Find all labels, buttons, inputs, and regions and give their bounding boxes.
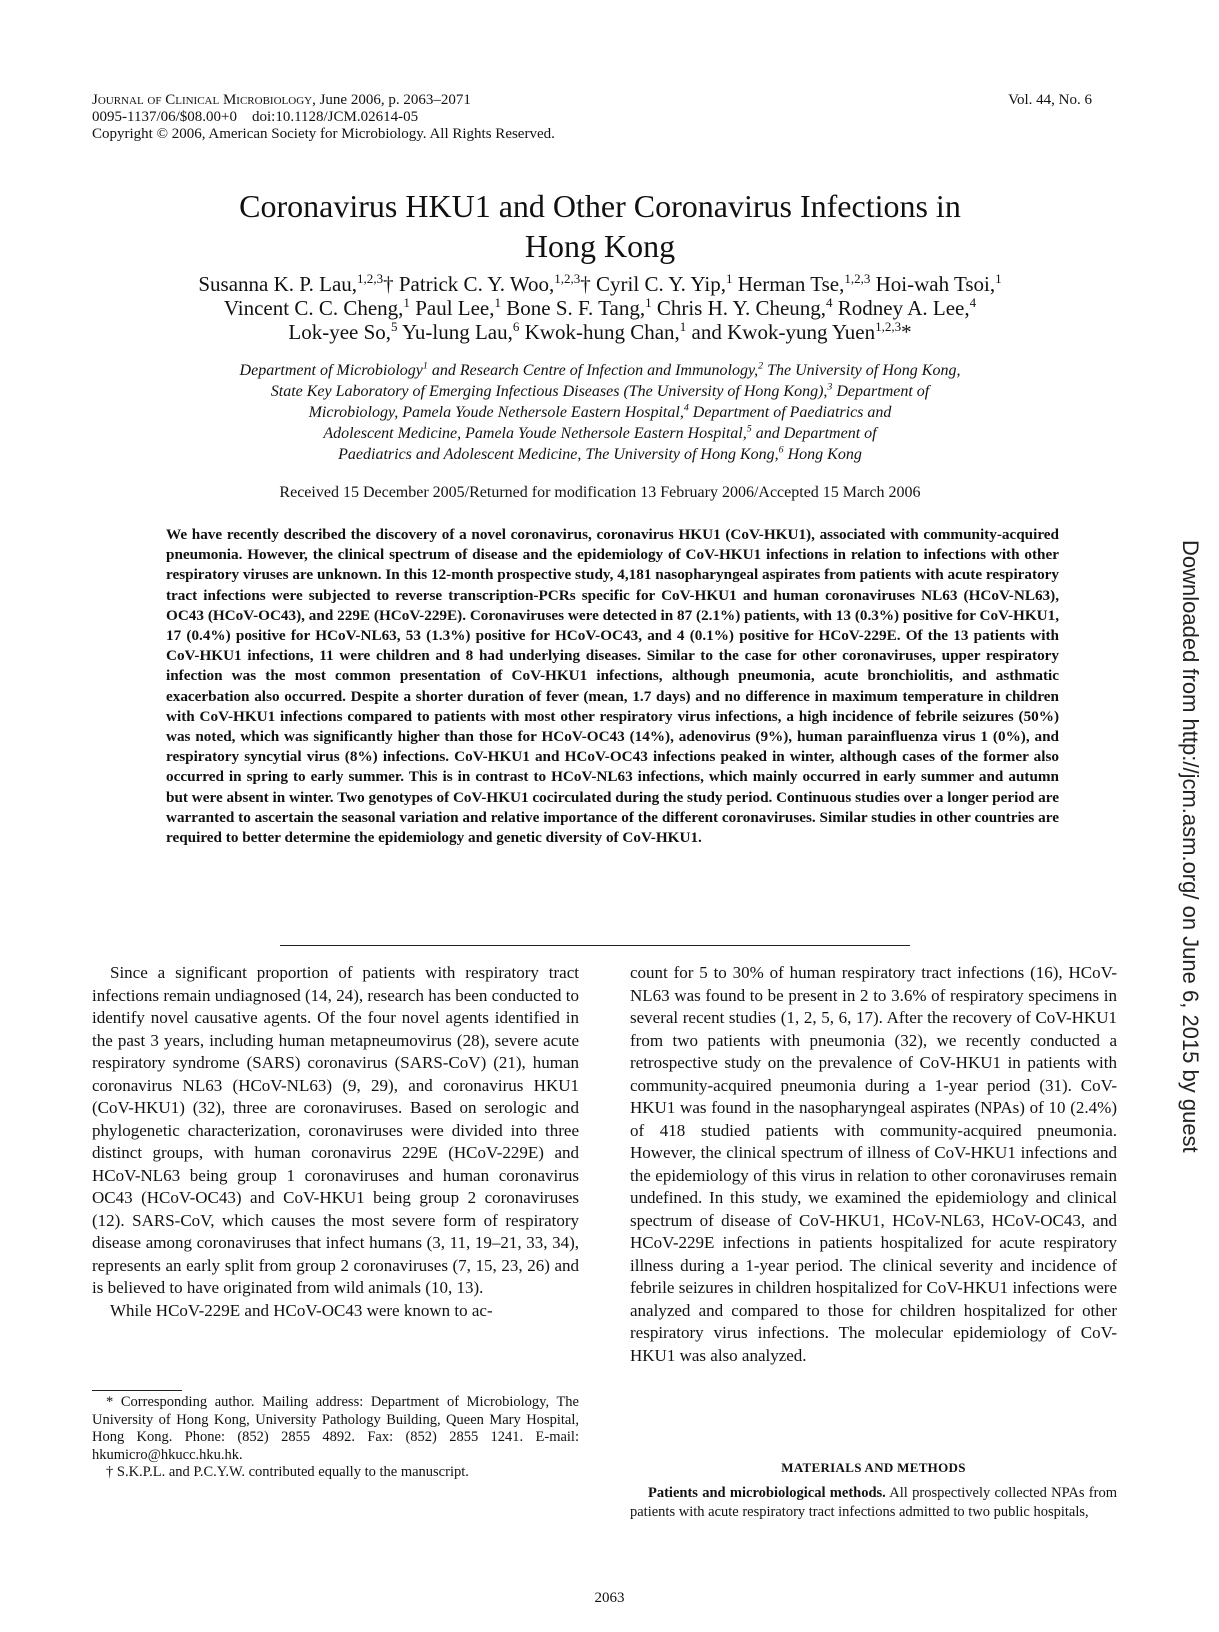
author-line: [100, 296, 1100, 320]
journal-name: Journal of Clinical Microbiology: [92, 92, 313, 108]
article-title: [120, 186, 1080, 266]
affiliation-text: Department of: [832, 383, 930, 400]
affiliation-line: [140, 444, 1060, 465]
affiliation-text: Hong Kong: [783, 446, 862, 463]
author-name: Yu-lung Lau,: [402, 320, 513, 344]
affiliation-text: Department of Microbiology: [239, 362, 423, 379]
body-paragraph: Since a significant proportion of patients with respiratory tract infections remain undiagnosed (14, 24), research has been conducted to identify novel causative agents. Of the four novel agents identified in the past 3 years, including human metapneumovirus (28), severe acute respiratory syndrome (SARS) coronavirus (SARS-CoV) (21), human coronavirus NL63 (HCoV-NL63) (9, 29), and coronavirus HKU1 (CoV-HKU1) (32), three are coronaviruses. Based on serologic and phylogenetic characterization, coronaviruses were divided into three distinct groups, with human coronavirus 229E (HCoV-229E) and HCoV-NL63 being group 1 coronaviruses and human coronavirus OC43 (HCoV-OC43) and CoV-HKU1 being group 2 coronaviruses (12). SARS-CoV, which causes the most severe form of respiratory disease among coronaviruses that infect humans (3, 11, 19–21, 33, 34), represents an early split from group 2 coronaviruses (7, 15, 23, 26) and is believed to have originated from wild animals (10, 13).: [92, 963, 579, 1297]
body-column-right: [630, 962, 1117, 1367]
affiliation-line: [140, 423, 1060, 444]
author-affil: 4: [826, 295, 833, 310]
author-line: [100, 272, 1100, 296]
author-mark: *: [901, 320, 912, 344]
section-heading: MATERIALS AND METHODS: [781, 1460, 966, 1475]
journal-citation-line: [92, 92, 555, 109]
author-affil: 5: [391, 319, 398, 334]
methods-paragraph: [630, 1484, 1117, 1521]
download-watermark: Downloaded from http://jcm.asm.org/ on June 6, 2015 by guest: [1178, 540, 1203, 1153]
affiliation-line: [140, 381, 1060, 402]
abstract-divider: [280, 945, 910, 946]
title-line-2: Hong Kong: [524, 228, 676, 264]
affil-number: 5: [746, 423, 752, 435]
author-name: Cyril C. Y. Yip,: [596, 272, 726, 296]
affil-number: 1: [422, 360, 428, 372]
author-affil: 1: [995, 271, 1002, 286]
author-name: Vincent C. C. Cheng,: [223, 296, 404, 320]
methods-text: All prospectively collected NPAs from patients with acute respiratory tract infections admitted to two public hospitals,: [630, 1485, 1117, 1520]
affiliations: [140, 360, 1060, 465]
affiliation-line: [140, 402, 1060, 423]
affiliation-text: and Research Centre of Infection and Immunology,: [427, 362, 759, 379]
author-name: Kwok-hung Chan,: [524, 320, 680, 344]
body-paragraph: count for 5 to 30% of human respiratory tract infections (16), HCoV-NL63 was found to be present in 2 to 3.6% of respiratory specimens in several recent studies (1, 2, 5, 6, 17). After the recovery of CoV-HKU1 from two patients with pneumonia (32), we recently conducted a retrospective study on the prevalence of CoV-HKU1 in patients with community-acquired pneumonia during a 1-year period (31). CoV-HKU1 was found in the nasopharyngeal aspirates (NPAs) of 10 (2.4%) of 418 studied patients with community-acquired pneumonia. However, the clinical spectrum of illness of CoV-HKU1 infections and the epidemiology of this virus in relation to other coronaviruses remain undefined. In this study, we examined the epidemiology and clinical spectrum of disease of CoV-HKU1, HCoV-NL63, HCoV-OC43, and HCoV-229E infections in patients hospitalized for acute respiratory illness during a 1-year period. The clinical severity and incidence of febrile seizures in children hospitalized for CoV-HKU1 infections were analyzed and compared to those for children hospitalized for other respiratory virus infections. The molecular epidemiology of CoV-HKU1 was also analyzed.: [630, 963, 1117, 1365]
author-affil: 1: [645, 295, 652, 310]
abstract: We have recently described the discovery of a novel coronavirus, coronavirus HKU1 (CoV-HKU1), associated with community-acquired pneumonia. However, the clinical spectrum of disease and the epidemiology of CoV-HKU1 infections in relation to infections with other respiratory viruses are unknown. In this 12-month prospective study, 4,181 nasopharyngeal aspirates from patients with acute respiratory tract infections were subjected to reverse transcription-PCRs specific for CoV-HKU1 and human coronaviruses NL63 (HCoV-NL63), OC43 (HCoV-OC43), and 229E (HCoV-229E). Coronaviruses were detected in 87 (2.1%) patients, with 13 (0.3%) positive for CoV-HKU1, 17 (0.4%) positive for HCoV-NL63, 53 (1.3%) positive for HCoV-OC43, and 4 (0.1%) positive for HCoV-229E. Of the 13 patients with CoV-HKU1 infections, 11 were children and 8 had underlying diseases. Similar to the case for other coronaviruses, upper respiratory infection was the most common presentation of CoV-HKU1 infections, although pneumonia, acute bronchiolitis, and asthmatic exacerbation also occurred. Despite a shorter duration of fever (mean, 1.7 days) and no difference in maximum temperature in children with CoV-HKU1 infections compared to patients with most other respiratory virus infections, a high incidence of febrile seizures (50%) was noted, which was significantly higher than those for HCoV-OC43 (14%), adenovirus (9%), human parainfluenza virus 1 (0%), and respiratory syncytial virus (8%) infections. CoV-HKU1 and HCoV-OC43 infections peaked in winter, although cases of the former also occurred in spring to early summer. This is in contrast to HCoV-NL63 infections, which mainly occurred in early summer and autumn but were absent in winter. Two genotypes of CoV-HKU1 cocirculated during the study period. Continuous studies over a longer period are warranted to ascertain the seasonal variation and relative importance of the different coronaviruses. Similar studies in other countries are required to better determine the epidemiology and genetic diversity of CoV-HKU1.: [166, 526, 1059, 847]
author-affil: 1: [679, 319, 687, 334]
author-affil: 4: [969, 295, 977, 310]
title-line-1: Coronavirus HKU1 and Other Coronavirus Infections in: [239, 188, 961, 224]
methods-subheading: Patients and microbiological methods.: [648, 1485, 886, 1501]
author-line: [100, 320, 1100, 344]
author-mark: †: [580, 272, 597, 296]
author-name: and Kwok-yung Yuen: [691, 320, 876, 344]
issn-doi: 0095-1137/06/$08.00+0 doi:10.1128/JCM.02614-05: [92, 109, 419, 125]
volume-issue: Vol. 44, No. 6: [1008, 92, 1092, 108]
affil-number: 6: [778, 444, 784, 456]
author-mark: †: [383, 272, 399, 296]
affiliation-text: Microbiology, Pamela Youde Nethersole Eastern Hospital,: [308, 404, 684, 421]
author-affil: 1: [494, 295, 502, 310]
affiliation-text: Department of Paediatrics and: [688, 404, 892, 421]
author-name: Paul Lee,: [415, 296, 495, 320]
received-dates: Received 15 December 2005/Returned for modification 13 February 2006/Accepted 15 March 2006: [279, 484, 921, 501]
affiliation-text: and Department of: [751, 425, 877, 442]
author-affil: 1: [725, 271, 733, 286]
page-number: 2063: [594, 1590, 625, 1606]
author-affil: 1,2,3: [357, 271, 384, 286]
affiliation-line: [140, 360, 1060, 381]
author-name: Chris H. Y. Cheung,: [656, 296, 827, 320]
footnote-equal-contribution: † S.K.P.L. and P.C.Y.W. contributed equally to the manuscript.: [106, 1464, 469, 1480]
affil-number: 4: [683, 402, 689, 414]
affiliation-text: Paediatrics and Adolescent Medicine, The University of Hong Kong,: [338, 446, 779, 463]
footnotes: [92, 1394, 579, 1482]
author-name: Herman Tse,: [737, 272, 845, 296]
affil-number: 3: [827, 381, 833, 393]
footnote-corresponding: * Corresponding author. Mailing address: Department of Microbiology, The University of Hong Kong, University Pathology Building, Queen Mary Hospital, Hong Kong. Phone: (852) 2855 4892. Fax: (852) 2855 1241. E-mail: hkumicro@hkucc.hku.hk.: [92, 1394, 579, 1463]
body-paragraph: While HCoV-229E and HCoV-OC43 were known to ac-: [110, 1300, 493, 1320]
author-affil: 6: [512, 319, 520, 334]
author-list: [100, 272, 1100, 344]
author-affil: 1,2,3: [554, 271, 581, 286]
affiliation-text: Adolescent Medicine, Pamela Youde Nethersole Eastern Hospital,: [323, 425, 747, 442]
copyright: Copyright © 2006, American Society for Microbiology. All Rights Reserved.: [92, 126, 555, 142]
footnote-divider: [92, 1390, 182, 1391]
author-name: Rodney A. Lee,: [837, 296, 970, 320]
journal-header: [92, 92, 555, 143]
author-name: Bone S. F. Tang,: [506, 296, 646, 320]
author-name: Lok-yee So,: [288, 320, 392, 344]
author-name: Susanna K. P. Lau,: [198, 272, 358, 296]
issue-date: , June 2006, p. 2063–2071: [312, 92, 471, 108]
body-column-left: [92, 962, 579, 1322]
author-name: Patrick C. Y. Woo,: [398, 272, 555, 296]
author-affil: 1,2,3: [844, 271, 871, 286]
author-affil: 1,2,3: [875, 319, 902, 334]
affil-number: 2: [758, 360, 764, 372]
affiliation-text: The University of Hong Kong,: [763, 362, 961, 379]
affiliation-text: State Key Laboratory of Emerging Infectious Diseases (The University of Hong Kong),: [270, 383, 828, 400]
author-affil: 1: [403, 295, 410, 310]
author-name: Hoi-wah Tsoi,: [875, 272, 996, 296]
